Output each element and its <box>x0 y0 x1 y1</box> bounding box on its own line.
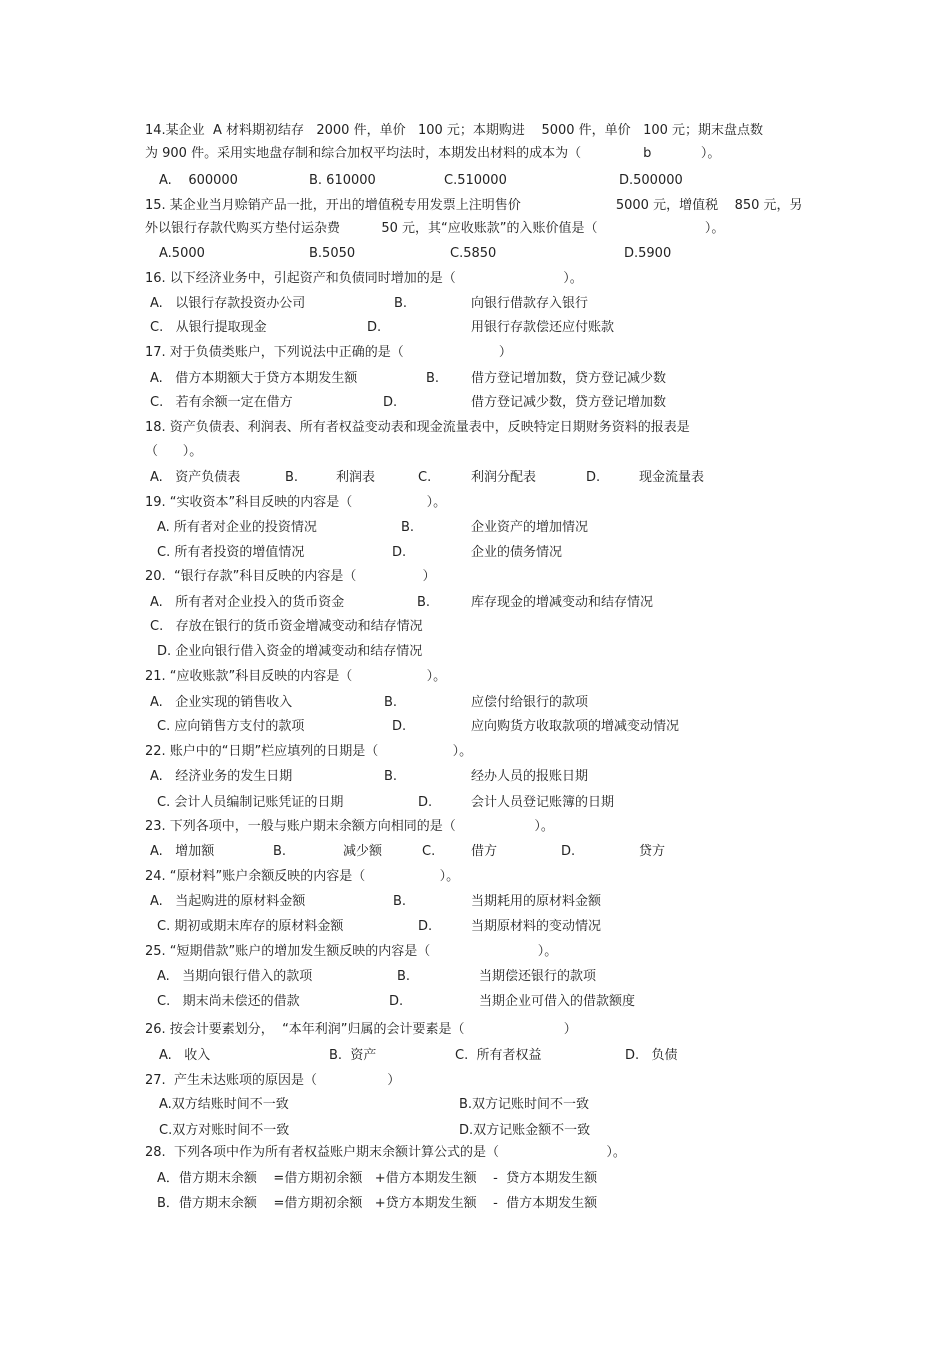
text-line: C. 期末尚未偿还的借款 <box>157 994 300 1009</box>
option-text: B.双方记账时间不一致 <box>459 1097 590 1112</box>
text-line: A. 增加额 <box>150 844 215 859</box>
text-line: A. 当起购进的原材料金额 <box>150 894 306 909</box>
option-text: 向银行借款存入银行 <box>471 296 589 311</box>
option-text: D.双方记账金额不一致 <box>459 1123 591 1138</box>
text-line: A.5000 <box>159 246 205 261</box>
option-text: 当期企业可借入的借款额度 <box>479 994 636 1009</box>
option-text: 应偿付给银行的款项 <box>471 695 589 710</box>
option-text: D. <box>561 844 576 859</box>
option-text: 借方登记减少数，贷方登记增加数 <box>471 395 667 410</box>
option-text: D.500000 <box>619 173 683 188</box>
option-text: C.510000 <box>444 173 507 188</box>
option-text: B.5050 <box>309 246 356 261</box>
text-line: A. 所有者对企业的投资情况 <box>157 520 317 535</box>
option-text: 用银行存款偿还应付账款 <box>471 320 615 335</box>
option-text: D. <box>392 545 407 560</box>
option-text: B. <box>384 695 398 710</box>
option-text: D. <box>389 994 404 1009</box>
option-text: B. <box>384 769 398 784</box>
text-line: A. 以银行存款投资办公司 <box>150 296 306 311</box>
option-text: 当期偿还银行的款项 <box>479 969 597 984</box>
option-text: 减少额 <box>343 844 383 859</box>
option-text: D. <box>418 919 433 934</box>
text-line: 19. “实收资本”科目反映的内容是（ ）。 <box>145 495 447 510</box>
option-text: 借方登记增加数，贷方登记减少数 <box>471 371 667 386</box>
option-text: B. <box>285 470 299 485</box>
text-line: 26. 按会计要素划分， “本年利润”归属的会计要素是（ ） <box>145 1022 577 1037</box>
text-line: 为 900 件。采用实地盘存制和综合加权平均法时，本期发出材料的成本为（ b ）。 <box>145 146 721 161</box>
text-line: 24. “原材料”账户余额反映的内容是（ ）。 <box>145 869 460 884</box>
text-line: 14.某企业 A 材料期初结存 2000 件，单价 100 元；本期购进 5000 件，单价 100 元；期末盘点数 <box>145 123 764 138</box>
option-text: 借方 <box>471 844 498 859</box>
text-line: A. 收入 <box>159 1048 211 1063</box>
text-line: 外以银行存款代购买方垫付运杂费 50 元，其“应收账款”的入账价值是（ ）。 <box>145 221 725 236</box>
option-text: B. <box>397 969 411 984</box>
text-line: A. 企业实现的销售收入 <box>150 695 293 710</box>
text-line: 23. 下列各项中，一般与账户期末余额方向相同的是（ ）。 <box>145 819 554 834</box>
option-text: B. <box>426 371 440 386</box>
text-line: A. 经济业务的发生日期 <box>150 769 293 784</box>
text-line: A. 借方本期额大于贷方本期发生额 <box>150 371 358 386</box>
text-line: 16. 以下经济业务中，引起资产和负债同时增加的是（ ）。 <box>145 271 583 286</box>
text-line: B．借方期末余额 =借方期初余额 +贷方本期发生额 - 借方本期发生额 <box>157 1196 598 1211</box>
option-text: D. <box>383 395 398 410</box>
option-text: B. <box>401 520 415 535</box>
option-text: D. <box>392 719 407 734</box>
option-text: 现金流量表 <box>639 470 705 485</box>
text-line: 25. “短期借款”账户的增加发生额反映的内容是（ ）。 <box>145 944 558 959</box>
option-text: D. 负债 <box>625 1048 678 1063</box>
option-text: 利润表 <box>336 470 376 485</box>
text-line: C. 应向销售方支付的款项 <box>157 719 305 734</box>
text-line: 28. 下列各项中作为所有者权益账户期末余额计算公式的是（ ）。 <box>145 1145 626 1160</box>
text-line: C. 所有者投资的增值情况 <box>157 545 305 560</box>
option-text: B. <box>394 296 408 311</box>
text-line: A.双方结账时间不一致 <box>159 1097 289 1112</box>
option-text: B. <box>273 844 287 859</box>
option-text: 应向购货方收取款项的增减变动情况 <box>471 719 680 734</box>
text-line: 17. 对于负债类账户，下列说法中正确的是（ ） <box>145 345 512 360</box>
option-text: 经办人员的报账日期 <box>471 769 589 784</box>
text-line: D. 企业向银行借入资金的增减变动和结存情况 <box>157 644 423 659</box>
option-text: D. <box>418 795 433 810</box>
text-line: C. 从银行提取现金 <box>150 320 267 335</box>
text-line: A. 所有者对企业投入的货币资金 <box>150 595 345 610</box>
option-text: B. 资产 <box>329 1048 377 1063</box>
option-text: B. <box>393 894 407 909</box>
option-text: D. <box>586 470 601 485</box>
option-text: B. <box>417 595 431 610</box>
option-text: 利润分配表 <box>471 470 537 485</box>
option-text: B. 610000 <box>309 173 376 188</box>
text-line: 15. 某企业当月赊销产品一批，开出的增值税专用发票上注明售价 5000 元，增值税 850 元，另 <box>145 198 803 213</box>
text-line: C. 存放在银行的货币资金增减变动和结存情况 <box>150 619 423 634</box>
text-line: （ ）。 <box>145 444 203 459</box>
option-text: C. <box>418 470 432 485</box>
option-text: 企业的债务情况 <box>471 545 563 560</box>
option-text: 当期原材料的变动情况 <box>471 919 602 934</box>
option-text: 会计人员登记账簿的日期 <box>471 795 615 810</box>
option-text: C.5850 <box>450 246 497 261</box>
text-line: C. 期初或期末库存的原材料金额 <box>157 919 344 934</box>
text-line: 18. 资产负债表、利润表、所有者权益变动表和现金流量表中，反映特定日期财务资料的报表是 <box>145 420 690 435</box>
option-text: D.5900 <box>624 246 672 261</box>
option-text: C. <box>422 844 436 859</box>
text-line: A. 当期向银行借入的款项 <box>157 969 313 984</box>
option-text: 企业资产的增加情况 <box>471 520 589 535</box>
text-line: 21. “应收账款”科目反映的内容是（ ）。 <box>145 669 447 684</box>
text-line: A. 资产负债表 <box>150 470 241 485</box>
option-text: 当期耗用的原材料金额 <box>471 894 602 909</box>
option-text: C. 所有者权益 <box>455 1048 542 1063</box>
text-line: C. 若有余额一定在借方 <box>150 395 293 410</box>
text-line: C.双方对账时间不一致 <box>159 1123 290 1138</box>
text-line: A. 600000 <box>159 173 238 188</box>
text-line: A．借方期末余额 =借方期初余额 +借方本期发生额 - 贷方本期发生额 <box>157 1171 598 1186</box>
text-line: 20. “银行存款”科目反映的内容是（ ） <box>145 569 436 584</box>
text-line: 22. 账户中的“日期”栏应填列的日期是（ ）。 <box>145 744 473 759</box>
option-text: D. <box>367 320 382 335</box>
option-text: 库存现金的增减变动和结存情况 <box>471 595 654 610</box>
text-line: 27. 产生未达账项的原因是（ ） <box>145 1073 401 1088</box>
text-line: C. 会计人员编制记账凭证的日期 <box>157 795 344 810</box>
option-text: 贷方 <box>639 844 666 859</box>
